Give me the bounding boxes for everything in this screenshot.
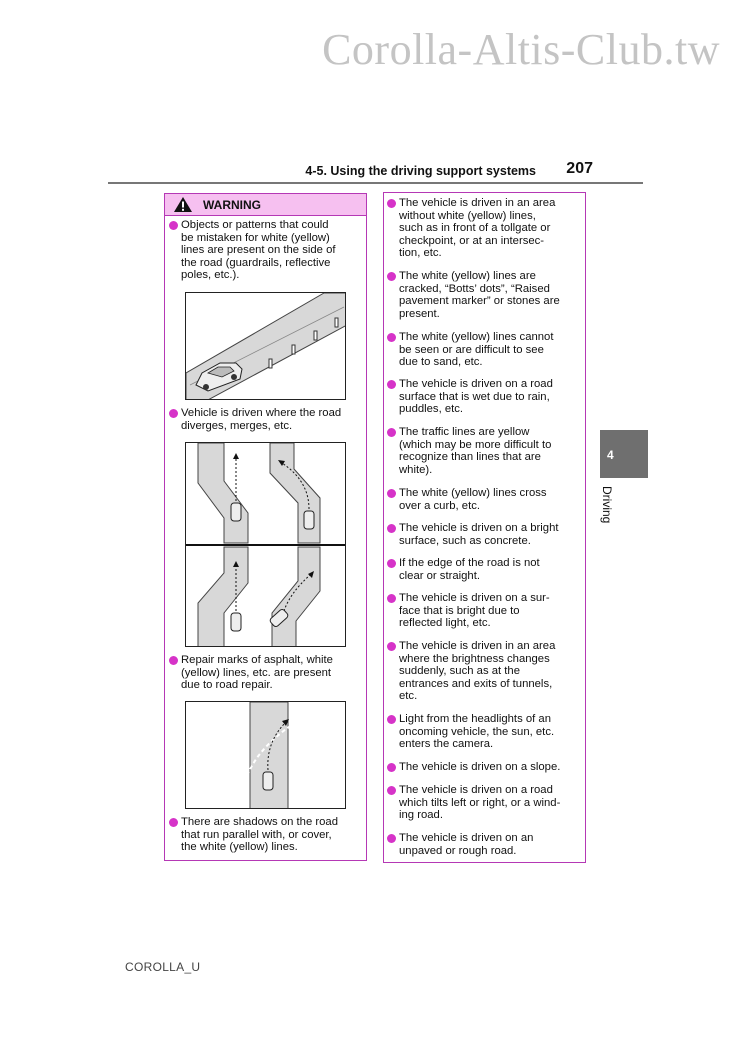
- bullet-dot-icon: [387, 763, 396, 772]
- list-item: [168, 654, 364, 692]
- watermark: Corolla-Altis-Club.tw: [322, 25, 720, 74]
- bullet-dot-icon: [169, 656, 178, 665]
- list-item: [386, 640, 584, 703]
- bullet-dot-icon: [387, 428, 396, 437]
- bullet-dot-icon: [387, 594, 396, 603]
- bullet-dot-icon: [387, 333, 396, 342]
- list-item-text: Vehicle is driven where the road diverges, merges, etc.: [181, 407, 342, 432]
- bullet-dot-icon: [387, 715, 396, 724]
- bullet-dot-icon: [387, 524, 396, 533]
- list-item: [386, 522, 584, 547]
- chapter-label: Driving: [600, 486, 614, 524]
- page-header: [108, 160, 643, 184]
- car-icon: [231, 613, 241, 631]
- list-item-text: If the edge of the road is not clear or straight.: [399, 557, 540, 582]
- list-item: [386, 270, 584, 320]
- chapter-tab: [600, 430, 648, 478]
- list-item: [168, 219, 364, 282]
- figure-repair-marks: [185, 701, 346, 809]
- road-poles-illustration: [186, 293, 346, 400]
- list-item: [386, 378, 584, 416]
- list-item: [386, 761, 584, 774]
- warning-header: [165, 194, 366, 216]
- bullet-dot-icon: [387, 786, 396, 795]
- list-item-text: The vehicle is driven on a slope.: [399, 761, 561, 773]
- list-item: [386, 197, 584, 260]
- bullet-dot-icon: [387, 272, 396, 281]
- list-item-text: The vehicle is driven on a sur- face that is bright due to reflected light, etc.: [399, 592, 550, 630]
- bullet-dot-icon: [169, 221, 178, 230]
- repair-marks-illustration: [186, 702, 346, 809]
- list-item-text: Objects or patterns that could be mistaken for white (yellow) lines are present on the side of the road (guardrails, reflective poles, etc.).: [181, 219, 336, 282]
- bullet-dot-icon: [387, 199, 396, 208]
- list-item-text: Repair marks of asphalt, white (yellow) lines, etc. are present due to road repair.: [181, 654, 333, 692]
- warning-icon: [173, 196, 193, 213]
- list-item-text: The traffic lines are yellow (which may be more difficult to recognize than lines that are white).: [399, 426, 552, 476]
- list-item: [386, 832, 584, 857]
- figure-diverge-merge: [185, 442, 346, 647]
- list-item: [386, 331, 584, 369]
- list-item-text: The vehicle is driven in an area without white (yellow) lines, such as in front of a tollgate or checkpoint, or at an intersec- tion, etc.: [399, 197, 556, 260]
- car-icon: [304, 511, 314, 529]
- car-icon: [231, 503, 241, 521]
- footer-code: COROLLA_U: [125, 960, 201, 974]
- list-item-text: Light from the headlights of an oncoming vehicle, the sun, etc. enters the camera.: [399, 713, 555, 751]
- list-item: [386, 426, 584, 476]
- bullet-dot-icon: [387, 559, 396, 568]
- list-item-text: The white (yellow) lines cross over a curb, etc.: [399, 487, 547, 512]
- list-item: [168, 407, 364, 432]
- list-item: [386, 784, 584, 822]
- list-item: [386, 713, 584, 751]
- figure-guardrails: [185, 292, 346, 400]
- list-item-text: There are shadows on the road that run parallel with, or cover, the white (yellow) lines.: [181, 816, 338, 854]
- list-item-text: The vehicle is driven in an area where the brightness changes suddenly, such as at the entrances and exits of tunnels, etc.: [399, 640, 556, 703]
- list-item: [168, 816, 364, 854]
- bullet-dot-icon: [387, 489, 396, 498]
- warning-label: WARNING: [203, 197, 261, 212]
- chapter-number: 4: [607, 448, 614, 462]
- list-item-text: The vehicle is driven on a bright surface, such as concrete.: [399, 522, 559, 547]
- bullet-dot-icon: [169, 818, 178, 827]
- bullet-dot-icon: [169, 409, 178, 418]
- list-item: [386, 592, 584, 630]
- list-item: [386, 557, 584, 582]
- list-item-text: The vehicle is driven on a road surface that is wet due to rain, puddles, etc.: [399, 378, 553, 416]
- warning-box-right: [383, 192, 586, 863]
- warning-box-left: [164, 193, 367, 861]
- bullet-dot-icon: [387, 642, 396, 651]
- list-item-text: The vehicle is driven on an unpaved or rough road.: [399, 832, 534, 857]
- list-item-text: The white (yellow) lines cannot be seen or are difficult to see due to sand, etc.: [399, 331, 554, 369]
- list-item-text: The white (yellow) lines are cracked, “Botts’ dots”, “Raised pavement marker” or stones are present.: [399, 270, 560, 320]
- car-icon: [263, 772, 273, 790]
- section-title: 4-5. Using the driving support systems: [305, 164, 536, 178]
- list-item: [386, 487, 584, 512]
- page-number: 207: [566, 160, 593, 177]
- bullet-dot-icon: [387, 380, 396, 389]
- diverge-merge-illustration: [186, 443, 346, 647]
- list-item-text: The vehicle is driven on a road which tilts left or right, or a wind- ing road.: [399, 784, 561, 822]
- bullet-dot-icon: [387, 834, 396, 843]
